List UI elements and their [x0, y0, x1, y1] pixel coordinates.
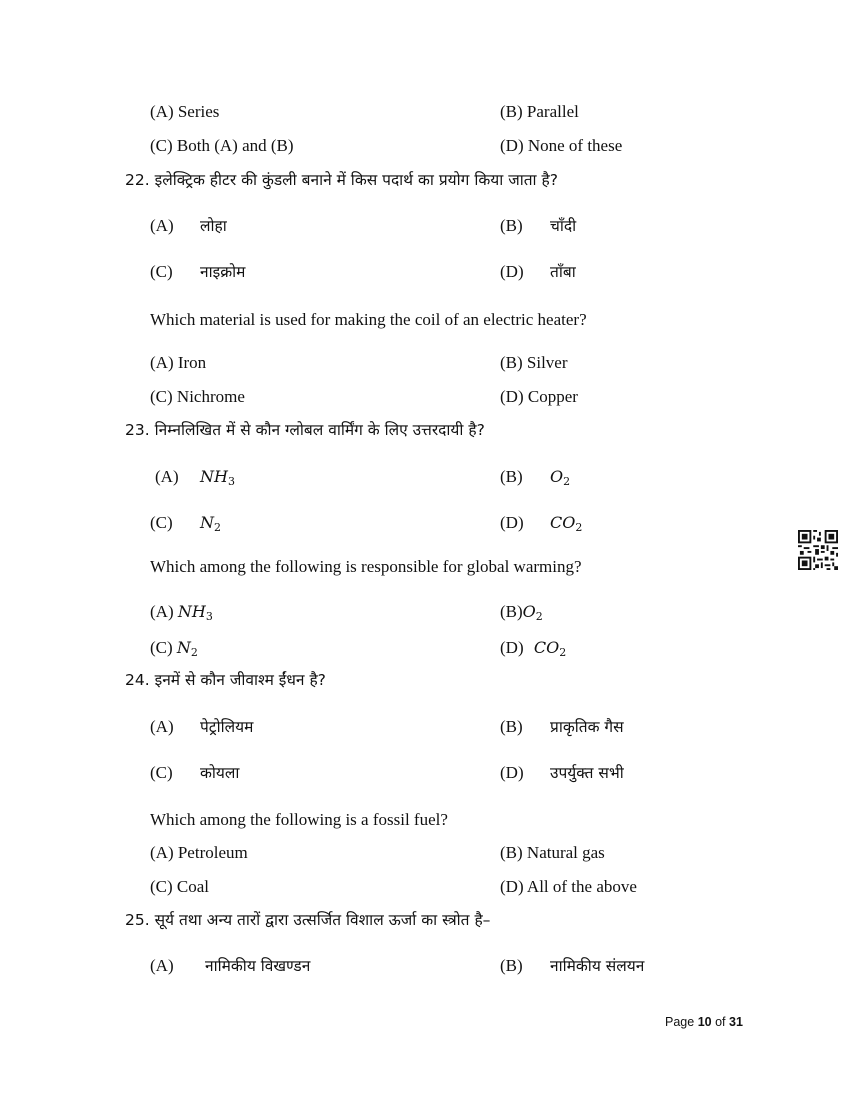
- option-text: लोहा: [200, 217, 227, 235]
- q21-option-c: (C) Both (A) and (B): [150, 136, 294, 155]
- q23-hindi-option-c: [150, 513, 221, 534]
- option-label: (C): [150, 763, 173, 782]
- q23-english-option-d: [500, 638, 566, 663]
- option-label: (A): [150, 956, 174, 975]
- page-number: [665, 1015, 743, 1029]
- option-label: (B): [500, 717, 523, 736]
- option-label: (A): [150, 717, 174, 736]
- q23-english-option-c: [150, 638, 198, 663]
- q22-hindi-option-d: [500, 262, 576, 282]
- q22-hindi-option-a: [150, 216, 227, 236]
- formula-co2: $CO_2$: [533, 638, 567, 659]
- option-label: (C): [150, 638, 173, 657]
- q25-hindi-question: 25. सूर्य तथा अन्य तारों द्वारा उत्सर्जित विशाल ऊर्जा का स्त्रोत है–: [125, 911, 491, 929]
- qr-code-icon: [798, 530, 838, 570]
- q24-english-option-c: (C) Coal: [150, 877, 210, 896]
- option-label: (D): [500, 513, 524, 532]
- formula-o2: $O_2$: [550, 467, 571, 488]
- q24-english-question: Which among the following is a fossil fuel?: [150, 810, 448, 829]
- option-label: (B): [500, 602, 523, 621]
- formula-nh3: $NH_3$: [200, 467, 235, 488]
- q24-hindi-option-d: [500, 763, 624, 783]
- option-text: नामिकीय संलयन: [550, 957, 645, 975]
- option-label: (D): [500, 763, 524, 782]
- q22-hindi-question: 22. इलेक्ट्रिक हीटर की कुंडली बनाने में किस पदार्थ का प्रयोग किया जाता है?: [125, 171, 558, 189]
- q23-hindi-option-d: [500, 513, 583, 534]
- q24-hindi-question: 24. इनमें से कौन जीवाश्म ईंधन है?: [125, 671, 326, 689]
- option-text: ताँबा: [550, 263, 576, 281]
- option-label: (D): [500, 262, 524, 281]
- q23-english-question: Which among the following is responsible for global warming?: [150, 557, 582, 576]
- page-word: Page: [665, 1015, 695, 1029]
- q23-english-option-b: [500, 602, 543, 627]
- page-current: 10: [697, 1015, 712, 1029]
- q23-hindi-option-a: [155, 467, 235, 488]
- formula-nh3: $NH_3$: [177, 602, 213, 623]
- q23-hindi-question: 23. निम्नलिखित में से कौन ग्लोबल वार्मिंग के लिए उत्तरदायी है?: [125, 421, 485, 439]
- q22-english-option-b: (B) Silver: [500, 353, 568, 372]
- q24-hindi-option-a: [150, 717, 254, 737]
- q22-english-option-c: (C) Nichrome: [150, 387, 245, 406]
- option-label: (B): [500, 216, 523, 235]
- q25-hindi-option-b: [500, 956, 645, 976]
- q24-hindi-option-b: [500, 717, 624, 737]
- q23-english-option-a: [150, 602, 213, 627]
- formula-n2: $N_2$: [176, 638, 198, 659]
- option-label: (A): [150, 216, 174, 235]
- option-text: नामिकीय विखण्डन: [205, 957, 311, 975]
- q22-english-question: Which material is used for making the coil of an electric heater?: [150, 310, 587, 329]
- q22-english-option-a: (A) Iron: [150, 353, 207, 372]
- option-text: उपर्युक्त सभी: [550, 764, 624, 782]
- q22-english-option-d: (D) Copper: [500, 387, 578, 406]
- formula-co2: $CO_2$: [550, 513, 583, 534]
- q24-english-option-d: (D) All of the above: [500, 877, 637, 896]
- q21-option-a: (A) Series: [150, 102, 220, 121]
- option-text: चाँदी: [550, 217, 577, 235]
- q21-option-d: (D) None of these: [500, 136, 623, 155]
- q22-hindi-option-b: [500, 216, 577, 236]
- formula-n2: $N_2$: [200, 513, 221, 534]
- option-label: (B): [500, 956, 523, 975]
- formula-o2: $O_2$: [522, 602, 543, 623]
- option-label: (A): [150, 602, 174, 621]
- option-text: पेट्रोलियम: [200, 718, 254, 736]
- option-label: (B): [500, 467, 523, 486]
- page-total: 31: [729, 1015, 743, 1029]
- option-label: (A): [155, 467, 179, 486]
- option-text: कोयला: [200, 764, 240, 782]
- q22-hindi-option-c: [150, 262, 246, 282]
- option-text: नाइक्रोम: [200, 263, 246, 281]
- q25-hindi-option-a: [150, 956, 311, 976]
- q24-hindi-option-c: [150, 763, 240, 783]
- option-label: (C): [150, 513, 173, 532]
- option-label: (D): [500, 638, 524, 657]
- option-label: (C): [150, 262, 173, 281]
- q23-hindi-option-b: [500, 467, 571, 488]
- q24-english-option-a: (A) Petroleum: [150, 843, 248, 862]
- q21-option-b: (B) Parallel: [500, 102, 579, 121]
- q24-english-option-b: (B) Natural gas: [500, 843, 605, 862]
- of-word: of: [715, 1015, 726, 1029]
- option-text: प्राकृतिक गैस: [550, 718, 624, 736]
